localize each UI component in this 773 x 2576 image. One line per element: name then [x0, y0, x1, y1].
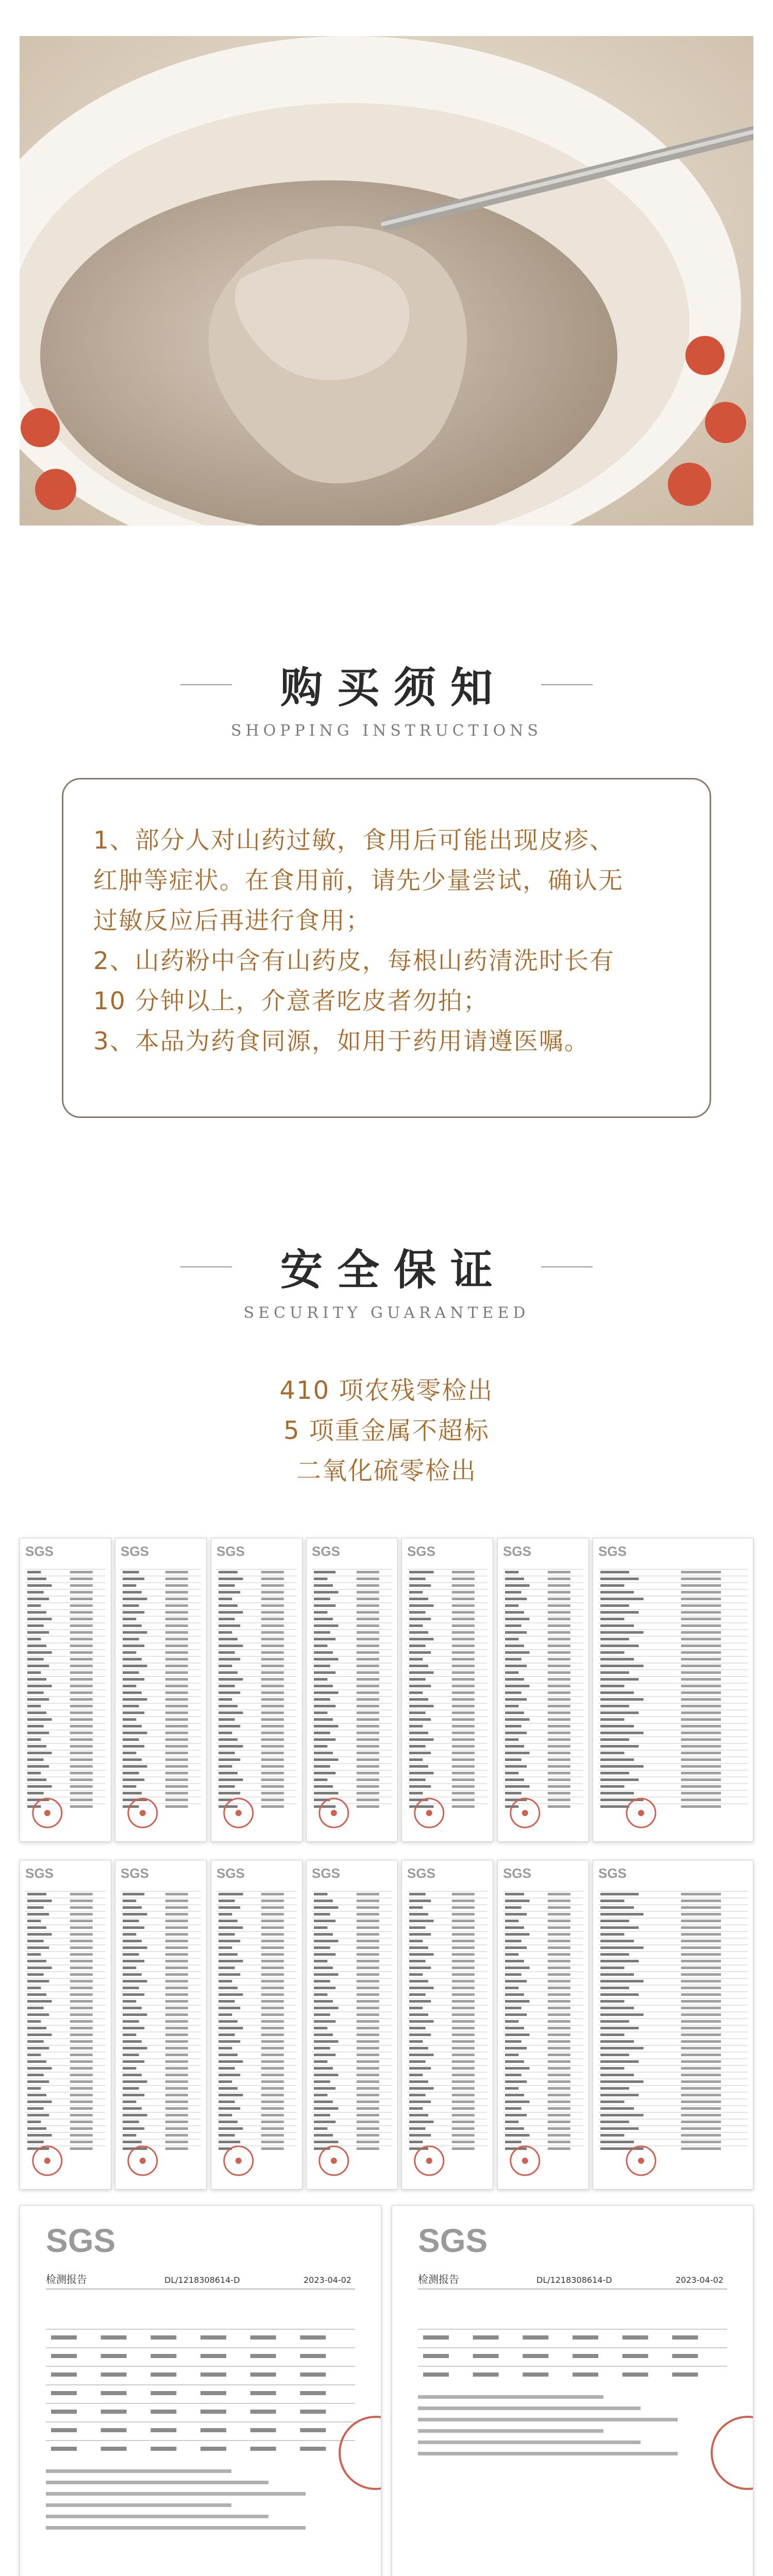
yam-paste-bowl-illustration: [20, 36, 753, 526]
report-page-graphic: [307, 1538, 397, 1841]
shopping-title-zh: 购买须知: [280, 664, 507, 713]
report-page-thumb: [593, 1860, 753, 2190]
report-page-thumb: [211, 1860, 303, 2190]
sgs-logo-text: SGS: [598, 1866, 627, 1881]
report-page-thumb: [211, 1538, 303, 1842]
report-row-1: [20, 1538, 753, 1842]
report-page-thumb: [115, 1860, 207, 2190]
report-row-2: [20, 1860, 753, 2190]
report-page-graphic: [20, 1860, 111, 2189]
report-page-graphic: [20, 1538, 111, 1841]
sgs-logo-text: SGS: [121, 1866, 149, 1881]
report-page-thumb: [20, 1860, 111, 2190]
report-page-thumb: [20, 1538, 111, 1842]
report-page-thumb: [497, 1860, 589, 2190]
report-header-label: 检测报告: [46, 2273, 87, 2285]
sgs-logo-text: SGS: [407, 1544, 436, 1559]
instruction-line: 1、部分人对山药过敏，食用后可能出现皮疹、: [93, 826, 615, 855]
title-divider-left: [180, 684, 232, 685]
report-page-graphic: [498, 1538, 589, 1841]
report-page-graphic: [593, 1538, 753, 1841]
sgs-logo-text: SGS: [502, 1544, 531, 1559]
sgs-logo-text: SGS: [407, 1866, 436, 1881]
report-number: DL/1218308614-D: [536, 2275, 612, 2285]
sgs-logo-text: SGS: [502, 1866, 531, 1881]
report-page-graphic: [498, 1860, 589, 2189]
report-page-thumb: [306, 1538, 398, 1842]
report-page-graphic: [392, 2206, 753, 2576]
security-claim: 二氧化硫零检出: [296, 1456, 477, 1485]
report-page-thumb: [306, 1860, 398, 2190]
sgs-logo-text: SGS: [25, 1544, 54, 1559]
report-header-label: 检测报告: [418, 2273, 459, 2285]
title-divider-right: [541, 1266, 593, 1267]
report-page-graphic: [115, 1538, 206, 1841]
title-divider-left: [180, 1266, 232, 1267]
report-date: 2023-04-02: [304, 2275, 351, 2285]
report-page-graphic: [307, 1860, 397, 2189]
report-page-graphic: [402, 1538, 493, 1841]
sgs-logo-text: SGS: [216, 1866, 245, 1881]
sgs-logo-text: SGS: [46, 2222, 116, 2259]
report-page-graphic: [402, 1860, 493, 2189]
report-page-thumb: [401, 1538, 493, 1842]
sgs-logo-text: SGS: [311, 1544, 340, 1559]
report-page-large: [392, 2205, 753, 2576]
report-page-graphic: [115, 1860, 206, 2189]
hero-product-photo: [20, 36, 753, 526]
sgs-logo-text: SGS: [598, 1544, 627, 1559]
report-date: 2023-04-02: [676, 2275, 724, 2285]
report-page-large: [20, 2205, 381, 2576]
title-divider-right: [541, 684, 593, 685]
sgs-logo-text: SGS: [418, 2222, 488, 2259]
security-guaranteed-heading: [0, 1236, 773, 1322]
report-page-graphic: [593, 1860, 753, 2189]
shopping-instructions-box: [62, 778, 711, 1118]
instruction-line: 3、本品为药食同源，如用于药用请遵医嘱。: [93, 1027, 590, 1056]
shopping-title-en: SHOPPING INSTRUCTIONS: [230, 722, 543, 740]
sgs-logo-text: SGS: [216, 1544, 245, 1559]
instruction-line: 过敏反应后再进行食用；: [93, 907, 371, 935]
security-claims: [0, 1370, 773, 1491]
security-claim: 410 项农残零检出: [279, 1376, 494, 1405]
security-title-zh: 安全保证: [280, 1246, 507, 1295]
security-title-en: SECURITY GUARANTEED: [243, 1304, 530, 1322]
instruction-line: 2、山药粉中含有山药皮，每根山药清洗时长有: [93, 947, 615, 975]
report-number: DL/1218308614-D: [164, 2275, 240, 2285]
report-page-thumb: [497, 1538, 589, 1842]
red-seal-icon: [712, 2417, 753, 2489]
report-cover-thumb: [593, 1538, 753, 1842]
sgs-logo-text: SGS: [121, 1544, 149, 1559]
report-page-graphic: [211, 1538, 302, 1841]
sgs-logo-text: SGS: [25, 1866, 54, 1881]
report-page-thumb: [115, 1538, 207, 1842]
instruction-line: 红肿等症状。在食用前，请先少量尝试，确认无: [93, 867, 624, 895]
report-row-3: [20, 2205, 753, 2576]
report-page-thumb: [401, 1860, 493, 2190]
report-page-graphic: [20, 2206, 381, 2576]
report-page-graphic: [211, 1860, 302, 2189]
shopping-instructions-heading: [0, 654, 773, 740]
instruction-line: 10 分钟以上，介意者吃皮者勿拍；: [93, 987, 489, 1015]
sgs-logo-text: SGS: [311, 1866, 340, 1881]
red-seal-icon: [340, 2417, 381, 2489]
security-claim: 5 项重金属不超标: [283, 1416, 490, 1445]
